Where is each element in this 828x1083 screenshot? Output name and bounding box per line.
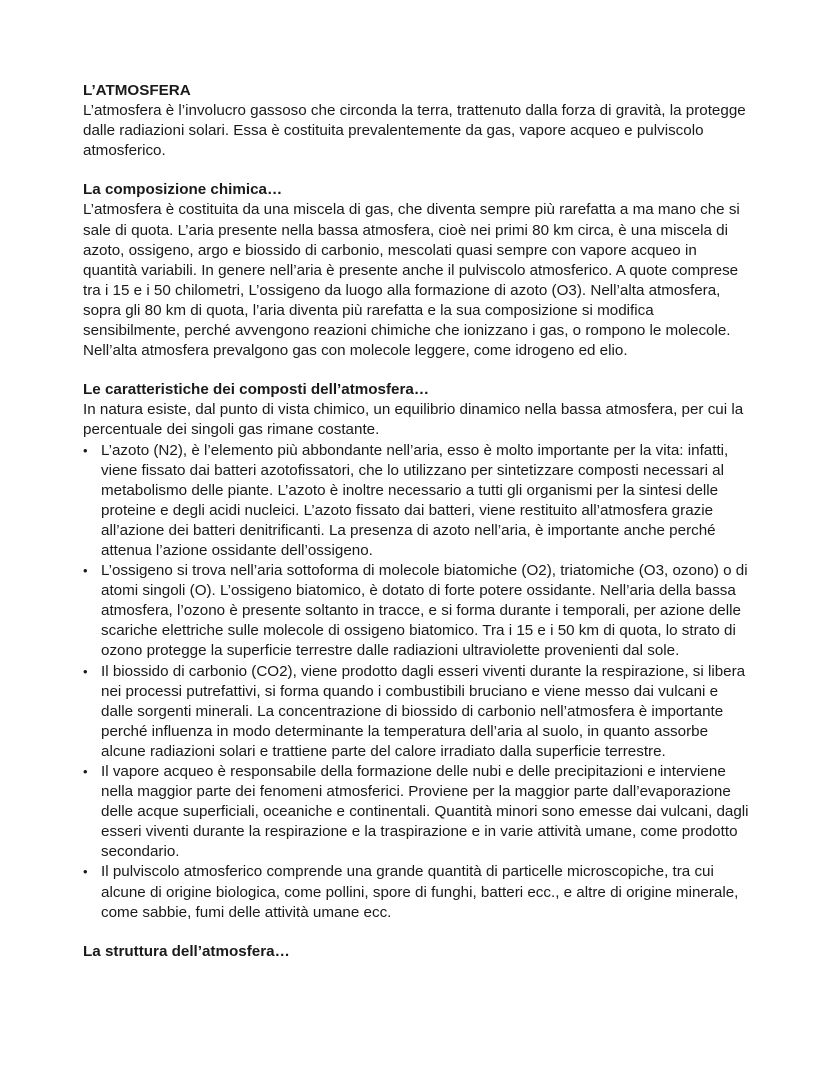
title-heading: L’ATMOSFERA <box>83 82 191 99</box>
intro-paragraph: L’atmosfera è l’involucro gassoso che circonda la terra, trattenuto dalla forza di gravità, la protegge dalle radiazioni solari. Essa è costituita prevalentemente da gas, vapore acqueo e pulviscolo atmosferico. <box>83 102 746 160</box>
section-spacer <box>83 161 751 180</box>
structure-heading: La struttura dell’atmosfera… <box>83 942 290 960</box>
list-item-carbon-dioxide: • Il biossido di carbonio (CO2), viene prodotto dagli esseri viventi durante la respirazione, si libera nei processi putrefattivi, si forma quando i combustibili bruciano e viene messo dai vulcani e dalle sorgenti minerali. La concentrazione di biossido di carbonio nell’atmosfera è importante perché influenza in modo determinante la temperatura dell’aria al suolo, in quanto assorbe alcune radiazioni solari e trattiene parte del calore irradiato dalla superficie terrestre. <box>83 662 751 762</box>
list-item-dust: • Il pulviscolo atmosferico comprende una grande quantità di particelle microscopiche, tra cui alcune di origine biologica, come pollini, spore di funghi, batteri ecc., e altre di origine minerale, come sabbie, fumi delle attività umane ecc. <box>83 862 751 922</box>
list-item-water-vapor: • Il vapore acqueo è responsabile della formazione delle nubi e delle precipitazioni e interviene nella maggior parte dei fenomeni atmosferici. Proviene per la maggior parte dall’evaporazione delle acque superficiali, oceaniche e continentali. Quantità minori sono emesse dai vulcani, dagli esseri viventi durante la respirazione e la traspirazione e in varie attività umane, come prodotto secondario. <box>83 762 751 862</box>
section-spacer <box>83 923 751 942</box>
list-item-oxygen: • L’ossigeno si trova nell’aria sottoforma di molecole biatomiche (O2), triatomiche (O3, ozono) o di atomi singoli (O). L’ossigeno biatomico, è dotato di forte potere ossidante. Nell’aria della bassa atmosfera, l’ozono è presente soltanto in tracce, e si forma durante i temporali, per azione delle scariche elettriche sulle molecole di ossigeno biatomico. Tra i 15 e i 50 km di quota, lo strato di ozono protegge la superficie terrestre dalle radiazioni ultraviolette provenienti dal sole. <box>83 561 751 661</box>
composition-heading: La composizione chimica… <box>83 181 283 199</box>
characteristics-heading: Le caratteristiche dei composti dell’atmosfera… <box>83 381 430 399</box>
compounds-list <box>83 441 751 923</box>
composition-paragraph: L’atmosfera è costituita da una miscela di gas, che diventa sempre più rarefatta a ma mano che si sale di quota. L’aria presente nella bassa atmosfera, cioè nei primi 80 km circa, è una miscela di azoto, ossigeno, argo e biossido di carbonio, mescolati quasi sempre con vapore acqueo in quantità variabili. In genere nell’aria è presente anche il pulviscolo atmosferico. A quote comprese tra i 15 e i 50 chilometri, L’ossigeno da luogo alla formazione di azoto (O3). Nell’alta atmosfera, sopra gli 80 km di quota, l’aria diventa più rarefatta e la sua composizione si modifica sensibilmente, perché avvengono reazioni chimiche che ionizzano i gas, o rompono le molecole. Nell’alta atmosfera prevalgono gas con molecole leggere, come idrogeno ed elio. <box>83 201 740 360</box>
document-page <box>83 81 751 962</box>
list-item-nitrogen: • L’azoto (N2), è l’elemento più abbondante nell’aria, esso è molto importante per la vita: infatti, viene fissato dai batteri azotofissatori, che lo utilizzano per sintetizzare composti necessari al metabolismo delle piante. L’azoto è inoltre necessario a tutti gli organismi per la sintesi delle proteine e degli acidi nucleici. L’azoto fissato dai batteri, viene restituito all’atmosfera grazie all’azione dei batteri denitrificanti. La presenza di azoto nell’aria, è importante anche perché attenua l’azione ossidante dell’ossigeno. <box>83 441 751 562</box>
section-spacer <box>83 361 751 380</box>
characteristics-paragraph: In natura esiste, dal punto di vista chimico, un equilibrio dinamico nella bassa atmosfera, per cui la percentuale dei singoli gas rimane costante. <box>83 401 744 439</box>
